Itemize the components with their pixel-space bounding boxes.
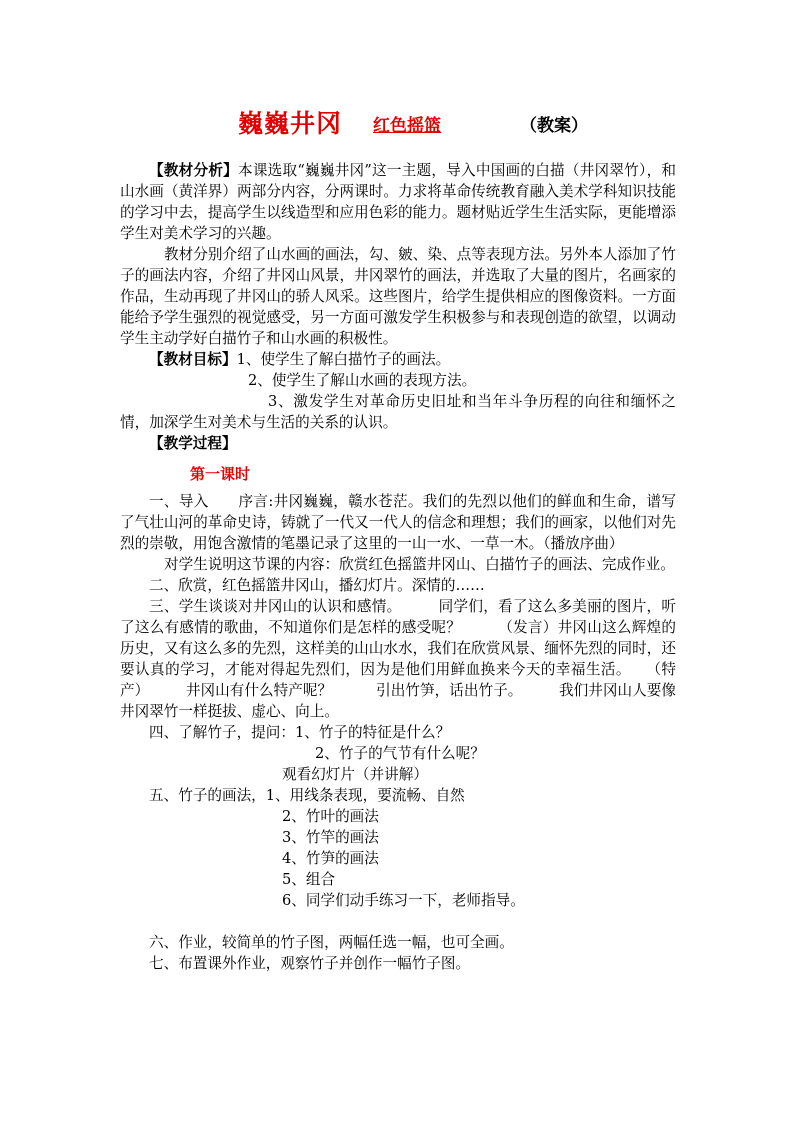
step-6: 六、作业，较简单的竹子图，两幅任选一幅，也可全画。 [149,934,514,951]
lesson-title: 第一课时 [190,465,251,483]
subtitle: 红色摇篮 [373,116,441,136]
main-title: 巍巍井冈 [238,109,343,138]
step-4: 四、了解竹子，提问：1、竹子的特征是什么？ [149,724,451,741]
goal-1: 1、使学生了解白描竹子的画法。 [236,351,451,368]
analysis-paragraph-2: 教材分别介绍了山水画的画法，勾、皴、染、点等表现方法。另外本人添加了竹子的画法内容，介绍了井冈山风景，井冈翠竹的画法，并选取了大量的图片，名画家的作品，生动再现了井冈山的骄人风采。这些图片，给学生提供相应的图像资料。一方面能给予学生强烈的视觉感受，另一方面可激发学生积极参与和表现创造的欲望，以调动学生主动学好白描竹子和山水画的积极性。 [120,246,676,347]
step-1: 一、导入 序言:井冈巍巍，赣水苍茫。我们的先烈以他们的鲜血和生命，谱写了气壮山河的革命史诗，铸就了一代又一代人的信念和理想；我们的画家，以他们对先烈的崇敬，用饱含激情的笔墨记录了这里的一山一水、一草一木。（播放序曲） [120,493,676,552]
spacer [120,911,676,932]
step-5-item-2: 2、竹叶的画法 [282,808,379,825]
step-2: 二、欣赏，红色摇篮井冈山，播幻灯片。深情的…… [149,577,485,594]
step-5-item-4: 4、竹笋的画法 [282,850,379,867]
title-row [0,104,794,140]
step-5-item-6: 6、同学们动手练习一下，老师指导。 [282,892,525,909]
analysis-label: 【教材分析】 [149,162,238,179]
step-1-note: 对学生说明这节课的内容：欣赏红色摇篮井冈山、白描竹子的画法、完成作业。 [164,556,675,573]
goal-2: 2、使学生了解山水画的表现方法。 [248,372,477,389]
step-4-slides: 观看幻灯片（并讲解） [282,766,428,783]
goal-3-text: 3、激发学生对革命历史旧址和当年斗争历程的向往和缅怀之情，加深学生对美术与生活的关系的认识。 [120,393,676,431]
doc-type-tag: （教案） [520,116,588,136]
process-heading [120,433,676,454]
analysis-paragraph [120,160,676,244]
step-3: 三、学生谈谈对井冈山的认识和感情。 同学们，看了这么多美丽的图片，听了这么有感情的歌曲，不知道你们是怎样的感受呢？ （发言）井冈山这么辉煌的历史，又有这么多的先烈，这样美的山山水水，我们在欣赏风景、缅怀先烈的同时，还要认真的学习，才能对得起先烈们，因为是他们用鲜血换来今天的幸福生活。 （特产） 井冈山有什么特产呢？ 引出竹笋，话出竹子。 我们井冈山人要像井冈翠竹一样挺拔、虚心、向上。 [120,598,676,720]
analysis-text: 本课选取“巍巍井冈”这一主题，导入中国画的白描（井冈翠竹），和山水画（黄洋界）两部分内容，分两课时。力求将革命传统教育融入美术学科知识技能的学习中去，提高学生以线造型和应用色彩的能力。题材贴近学生生活实际，更能增添学生对美术学习的兴趣。 [120,162,676,242]
goals-label: 【教材目标】 [149,351,237,368]
step-7: 七、布置课外作业，观察竹子并创作一幅竹子图。 [149,955,471,972]
step-4-q2: 2、竹子的气节有什么呢？ [315,745,485,762]
goal-line-1 [120,349,676,370]
goal-3 [120,391,676,433]
document-body [120,160,676,974]
step-5-item-5: 5、组合 [282,871,336,888]
step-5: 五、竹子的画法，1、用线条表现，要流畅、自然 [149,787,465,804]
step-5-item-3: 3、竹竿的画法 [282,829,379,846]
process-label: 【教学过程】 [149,435,237,452]
